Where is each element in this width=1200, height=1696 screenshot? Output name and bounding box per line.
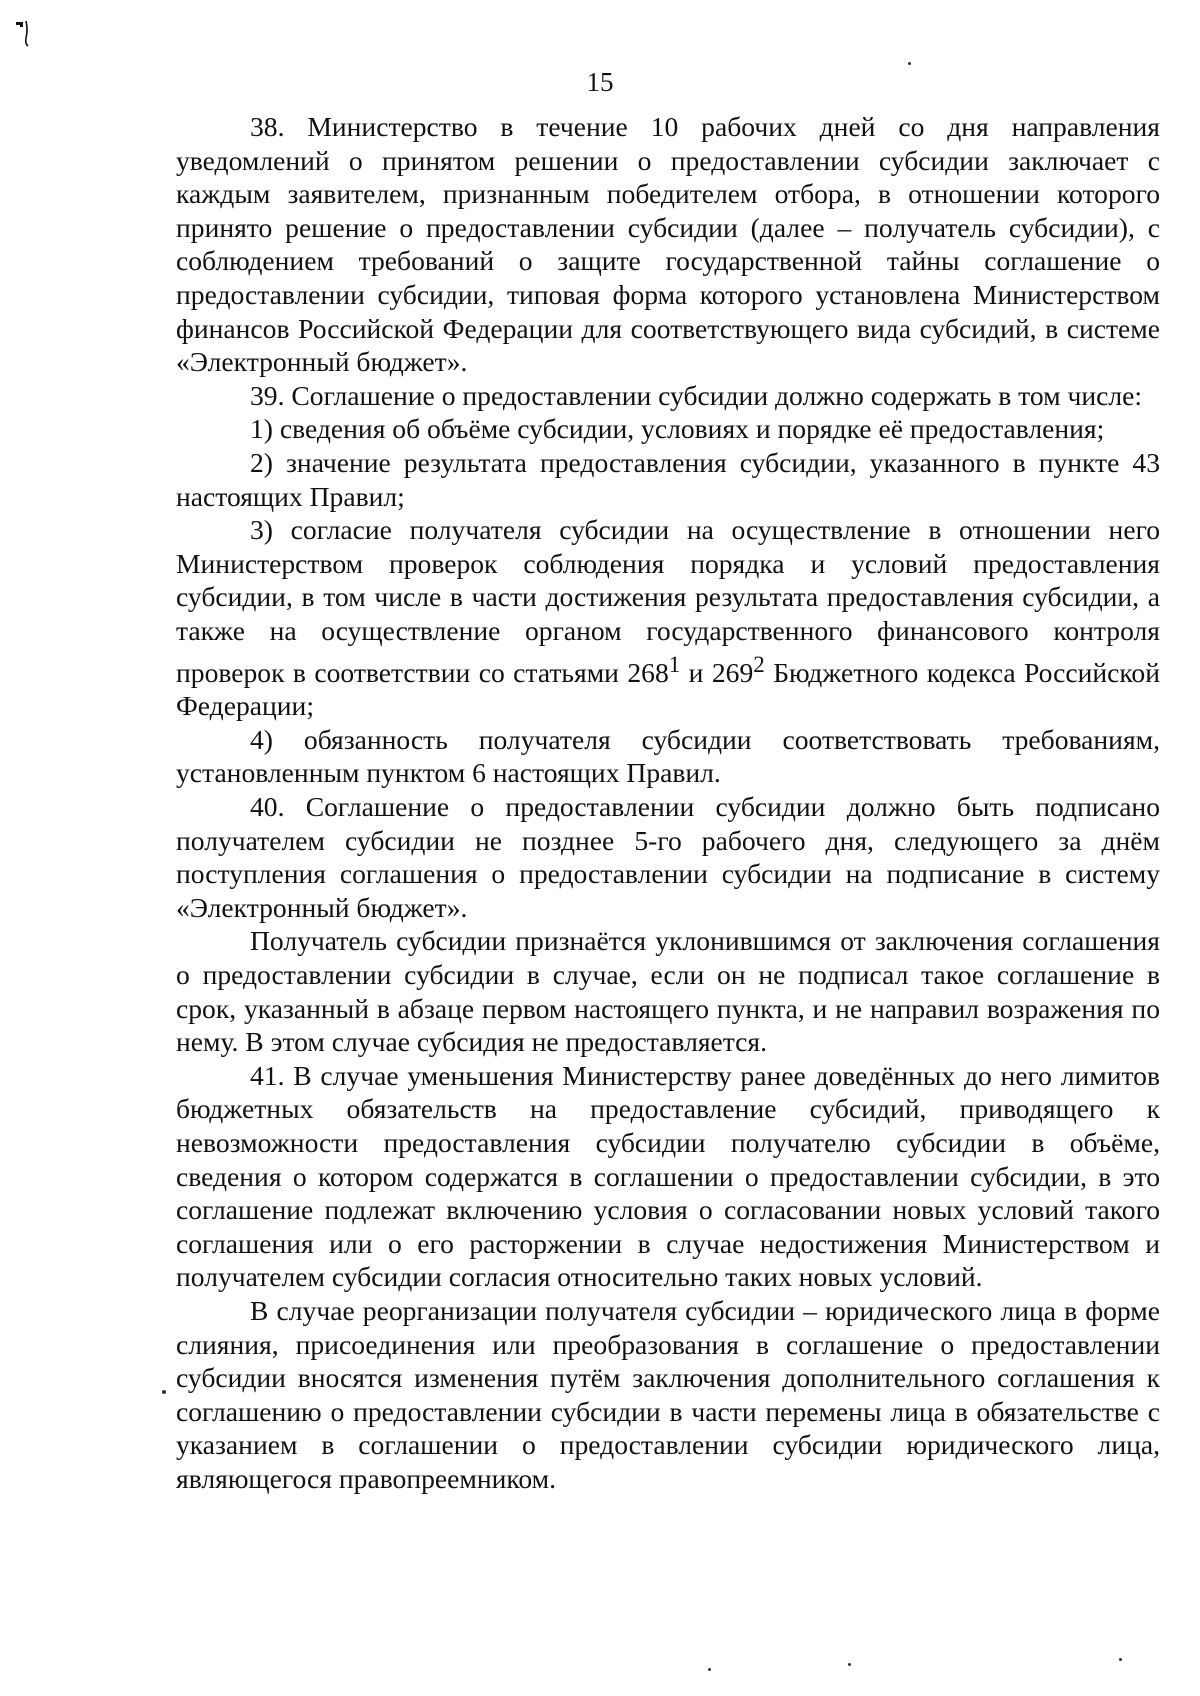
superscript-1: 1	[668, 651, 681, 677]
paragraph-40-evasion: Получатель субсидии признаётся уклонившимся от заключения соглашения о предоставлении субсидии в случае, если он не подписал такое соглашение в срок, указанный в абзаце первом настоящего пункта, и не направил возражения по нему. В этом случае субсидия не предоставляется.	[176, 925, 1160, 1058]
list-item-3-text-end: Бюджетного кодекса Российской Федерации;	[176, 656, 1160, 722]
list-item-3-text-cont: и 269	[680, 656, 754, 688]
scan-speck	[162, 1390, 166, 1394]
paragraph-40: 40. Соглашение о предоставлении субсидии должно быть подписано получателем субсидии не позднее 5-го рабочего дня, следующего за днём поступления соглашения о предоставлении субсидии на подписание в систему «Электронный бюджет».	[176, 791, 1160, 923]
scan-speck	[1119, 1658, 1122, 1661]
scan-speck	[708, 1668, 711, 1671]
paragraph-38: 38. Министерство в течение 10 рабочих дней со дня направления уведомлений о принятом решении о предоставлении субсидии заключает с каждым заявителем, признанным победителем отбора, в отношении которого принято решение о предоставлении субсидии (далее – получатель субсидии), с соблюдением требований о защите государственной тайны соглашение о предоставлении субсидии, типовая форма которого установлена Министерством финансов Российской Федерации для соответствующего вида субсидий, в системе «Электронный бюджет».	[176, 111, 1160, 378]
list-item-4: 4) обязанность получателя субсидии соответствовать требованиям, установленным пунктом 6 настоящих Правил.	[176, 723, 1160, 789]
paragraph-41-reorganization: В случае реорганизации получателя субсидии – юридического лица в форме слияния, присоединения или преобразования в соглашение о предоставлении субсидии вносятся изменения путём заключения дополнительного соглашения к соглашению о предоставлении субсидии в части перемены лица в обязательстве с указанием в соглашении о предоставлении субсидии юридического лица, являющегося правопреемником.	[176, 1294, 1160, 1494]
list-item-3	[176, 513, 1160, 723]
list-item-3-text: 3) согласие получателя субсидии на осуществление в отношении него Министерством проверок соблюдения порядка и условий предоставления субсидии, в том числе в части достижения результата предоставления субсидии, а также на осуществление органом государственного финансового контроля проверок в соответствии со статьями 268	[176, 514, 1160, 688]
scan-speck	[908, 62, 911, 65]
paragraph-39: 39. Соглашение о предоставлении субсидии должно содержать в том числе:	[250, 379, 1143, 411]
paragraph-41: 41. В случае уменьшения Министерству ранее доведённых до него лимитов бюджетных обязательств на предоставление субсидий, приводящего к невозможности предоставления субсидии получателю субсидии в объёме, сведения о котором содержатся в соглашении о предоставлении субсидии, в это соглашение подлежат включению условия о согласовании новых условий такого соглашения или о его расторжении в случае недостижения Министерством и получателем субсидии согласия относительно таких новых условий.	[176, 1059, 1160, 1293]
document-body	[176, 110, 1160, 1496]
scan-corner-mark-icon	[14, 18, 32, 48]
list-item-1: 1) сведения об объёме субсидии, условиях и порядке её предоставления;	[250, 413, 1105, 445]
list-item-2: 2) значение результата предоставления субсидии, указанного в пункте 43 настоящих Правил;	[176, 446, 1160, 512]
superscript-2: 2	[753, 651, 765, 677]
page-number: 15	[586, 67, 614, 97]
scan-speck	[848, 1663, 851, 1666]
